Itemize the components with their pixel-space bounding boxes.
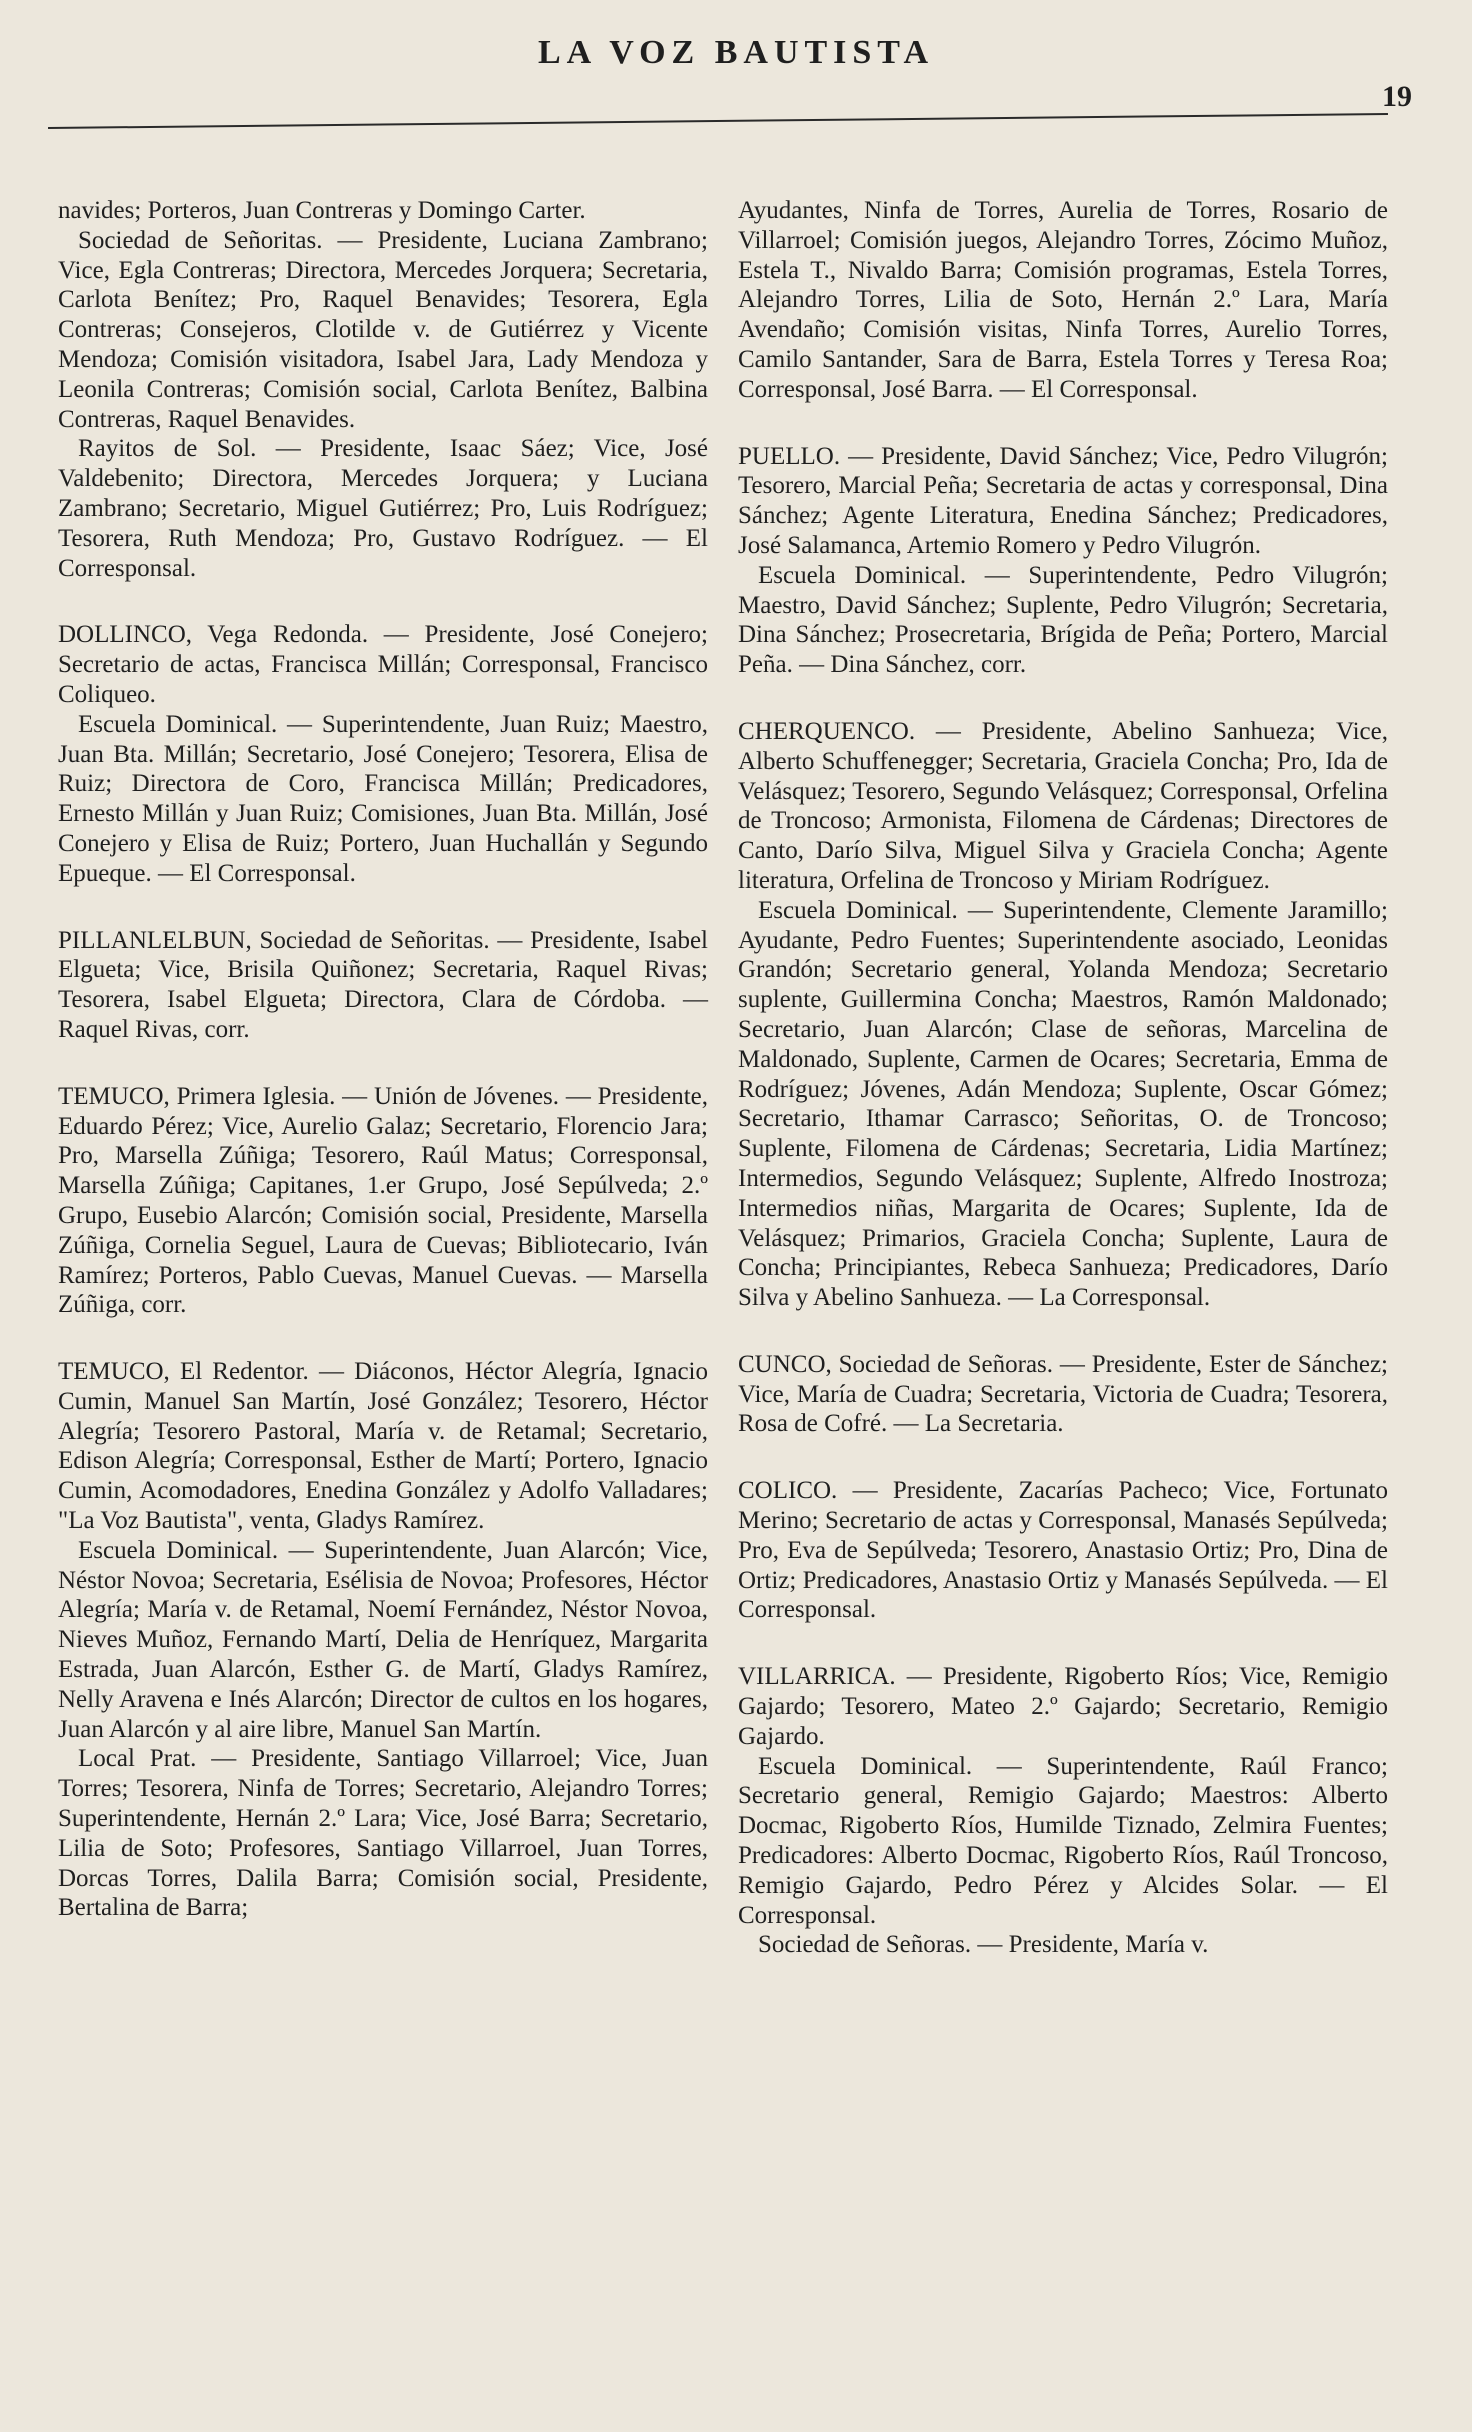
paragraph: Escuela Dominical. — Superintendente, Juan Alarcón; Vice, Néstor Novoa; Secretaria, Esélisia de Novoa; Profesores, Héctor Alegría; María v. de Retamal, Noemí Fernández, Néstor Novoa, Nieves Muñoz, Fernando Martí, Delia de Henríquez, Margarita Estrada, Juan Alarcón, Esther G. de Martí, Gladys Ramírez, Nelly Aravena e Inés Alarcón; Director de cultos en los hogares, Juan Alarcón y al aire libre, Manuel San Martín.	[58, 1536, 708, 1743]
paragraph: Local Prat. — Presidente, Santiago Villarroel; Vice, Juan Torres; Tesorera, Ninfa de Torres; Secretario, Alejandro Torres; Superintendente, Hernán 2.º Lara; Vice, José Barra; Secretario, Lilia de Soto; Profesores, Santiago Villarroel, Juan Torres, Dorcas Torres, Dalila Barra; Comisión social, Presidente, Bertalina de Barra;	[58, 1745, 708, 1922]
paragraph: COLICO. — Presidente, Zacarías Pacheco; Vice, Fortunato Merino; Secretario de actas y Corresponsal, Manasés Sepúlveda; Pro, Eva de Sepúlveda; Tesorero, Anastasio Ortiz; Pro, Dina de Ortiz; Predicadores, Anastasio Ortiz y Manasés Sepúlveda. — El Corresponsal.	[738, 1477, 1388, 1624]
paragraph: Escuela Dominical. — Superintendente, Clemente Jaramillo; Ayudante, Pedro Fuentes; Superintendente asociado, Leonidas Grandón; Secretario general, Yolanda Mendoza; Secretario suplente, Guillermina Concha; Maestros, Ramón Maldonado; Secretario, Juan Alarcón; Clase de señoras, Marcelina de Maldonado, Suplente, Carmen de Ocares; Secretaria, Emma de Rodríguez; Jóvenes, Adán Mendoza; Suplente, Oscar Gómez; Secretario, Ithamar Carrasco; Señoritas, O. de Troncoso; Suplente, Filomena de Cárdenas; Secretaria, Lidia Martínez; Intermedios, Segundo Velásquez; Suplente, Alfredo Inostroza; Intermedios niñas, Margarita de Ocares; Suplente, Ida de Velásquez; Primarios, Graciela Concha; Suplente, Laura de Concha; Principiantes, Rebeca Sanhueza; Predicadores, Darío Silva y Abelino Sanhueza. — La Corresponsal.	[738, 896, 1388, 1312]
paragraph: TEMUCO, Primera Iglesia. — Unión de Jóvenes. — Presidente, Eduardo Pérez; Vice, Aurelio Galaz; Secretario, Florencio Jara; Pro, Marsella Zúñiga; Tesorero, Raúl Matus; Corresponsal, Marsella Zúñiga; Capitanes, 1.er Grupo, José Sepúlveda; 2.º Grupo, Eusebio Alarcón; Comisión social, Presidente, Marsella Zúñiga, Cornelia Seguel, Laura de Cuevas; Bibliotecario, Iván Ramírez; Porteros, Pablo Cuevas, Manuel Cuevas. — Marsella Zúñiga, corr.	[58, 1082, 708, 1319]
paragraph: PUELLO. — Presidente, David Sánchez; Vice, Pedro Vilugrón; Tesorero, Marcial Peña; Secretaria de actas y corresponsal, Dina Sánchez; Agente Literatura, Enedina Sánchez; Predicadores, José Salamanca, Artemio Romero y Pedro Vilugrón.	[738, 442, 1388, 559]
paragraph: DOLLINCO, Vega Redonda. — Presidente, José Conejero; Secretario de actas, Francisca Millán; Corresponsal, Francisco Coliqueo.	[58, 621, 708, 708]
entry-local-prat-continued	[738, 196, 1388, 405]
header-rule	[48, 113, 1388, 129]
entry-dollinco	[58, 620, 708, 888]
entry-cherquenco	[738, 717, 1388, 1313]
paragraph: VILLARRICA. — Presidente, Rigoberto Ríos; Vice, Remigio Gajardo; Tesorero, Mateo 2.º Gajardo; Secretario, Remigio Gajardo.	[738, 1663, 1388, 1750]
paragraph: Escuela Dominical. — Superintendente, Raúl Franco; Secretario general, Remigio Gajardo; Maestros: Alberto Docmac, Rigoberto Ríos, Humilde Tiznado, Zelmira Fuentes; Predicadores: Alberto Docmac, Rigoberto Ríos, Raúl Troncoso, Remigio Gajardo, Pedro Pérez y Alcides Solar. — El Corresponsal.	[738, 1752, 1388, 1929]
entry-pillanlelbun	[58, 926, 708, 1045]
paragraph: Sociedad de Señoras. — Presidente, María v.	[758, 1931, 1209, 1959]
entry-colico	[738, 1476, 1388, 1625]
paragraph: CUNCO, Sociedad de Señoras. — Presidente, Ester de Sánchez; Vice, María de Cuadra; Secretaria, Victoria de Cuadra; Tesorera, Rosa de Cofré. — La Secretaria.	[738, 1350, 1388, 1438]
masthead	[0, 0, 1472, 150]
entry-puello	[738, 442, 1388, 680]
right-column	[738, 196, 1388, 1986]
page-number: 19	[1382, 80, 1412, 113]
entry-temuco-primera-iglesia	[58, 1082, 708, 1320]
paragraph: TEMUCO, El Redentor. — Diáconos, Héctor Alegría, Ignacio Cumin, Manuel San Martín, José González; Tesorero, Héctor Alegría; Tesorero Pastoral, María v. de Retamal; Secretario, Edison Alegría; Corresponsal, Esther de Martí; Portero, Ignacio Cumin, Acomodadores, Enedina González y Adolfo Valladares; "La Voz Bautista", venta, Gladys Ramírez.	[58, 1358, 708, 1535]
paragraph: navides; Porteros, Juan Contreras y Domingo Carter.	[58, 197, 586, 224]
paragraph: Ayudantes, Ninfa de Torres, Aurelia de Torres, Rosario de Villarroel; Comisión juegos, Alejandro Torres, Zócimo Muñoz, Estela T., Nivaldo Barra; Comisión programas, Estela Torres, Alejandro Torres, Lilia de Soto, Hernán 2.º Lara, María Avendaño; Comisión visitas, Ninfa Torres, Aurelio Torres, Camilo Santander, Sara de Barra, Estela Torres y Teresa Roa; Corresponsal, José Barra. — El Corresponsal.	[738, 197, 1388, 403]
paragraph: Escuela Dominical. — Superintendente, Juan Ruiz; Maestro, Juan Bta. Millán; Secretario, José Conejero; Tesorera, Elisa de Ruiz; Directora de Coro, Francisca Millán; Predicadores, Ernesto Millán y Juan Ruiz; Comisiones, Juan Bta. Millán, José Conejero y Elisa de Ruiz; Portero, Juan Huchallán y Segundo Epueque. — El Corresponsal.	[58, 710, 708, 887]
publication-title: LA VOZ BAUTISTA	[537, 34, 935, 71]
entry-sociedad-senoritas	[58, 196, 708, 583]
paragraph: Escuela Dominical. — Superintendente, Pedro Vilugrón; Maestro, David Sánchez; Suplente, Pedro Vilugrón; Secretaria, Dina Sánchez; Prosecretaria, Brígida de Peña; Portero, Marcial Peña. — Dina Sánchez, corr.	[738, 561, 1388, 679]
paragraph: CHERQUENCO. — Presidente, Abelino Sanhueza; Vice, Alberto Schuffenegger; Secretaria, Graciela Concha; Pro, Ida de Velásquez; Tesorero, Segundo Velásquez; Corresponsal, Orfelina de Troncoso; Armonista, Filomena de Cárdenas; Directores de Canto, Darío Silva, Miguel Silva y Graciela Concha; Agente literatura, Orfelina de Troncoso y Miriam Rodríguez.	[738, 717, 1388, 894]
paragraph: Rayitos de Sol. — Presidente, Isaac Sáez; Vice, José Valdebenito; Directora, Mercedes Jorquera; y Luciana Zambrano; Secretario, Miguel Gutiérrez; Pro, Luis Rodríguez; Tesorera, Ruth Mendoza; Pro, Gustavo Rodríguez. — El Corresponsal.	[58, 435, 708, 582]
entry-villarrica	[738, 1662, 1388, 1960]
entry-cunco	[738, 1350, 1388, 1439]
paragraph: PILLANLELBUN, Sociedad de Señoritas. — Presidente, Isabel Elgueta; Vice, Brisila Quiñonez; Secretaria, Raquel Rivas; Tesorera, Isabel Elgueta; Directora, Clara de Córdoba. — Raquel Rivas, corr.	[58, 926, 708, 1043]
entry-temuco-el-redentor	[58, 1357, 708, 1923]
paragraph: Sociedad de Señoritas. — Presidente, Luciana Zambrano; Vice, Egla Contreras; Directora, Mercedes Jorquera; Secretaria, Carlota Benítez; Pro, Raquel Benavides; Tesorera, Egla Contreras; Consejeros, Clotilde v. de Gutiérrez y Vicente Mendoza; Comisión visitadora, Isabel Jara, Lady Mendoza y Leonila Contreras; Comisión social, Carlota Benítez, Balbina Contreras, Raquel Benavides.	[58, 226, 708, 433]
left-column	[58, 196, 708, 1960]
